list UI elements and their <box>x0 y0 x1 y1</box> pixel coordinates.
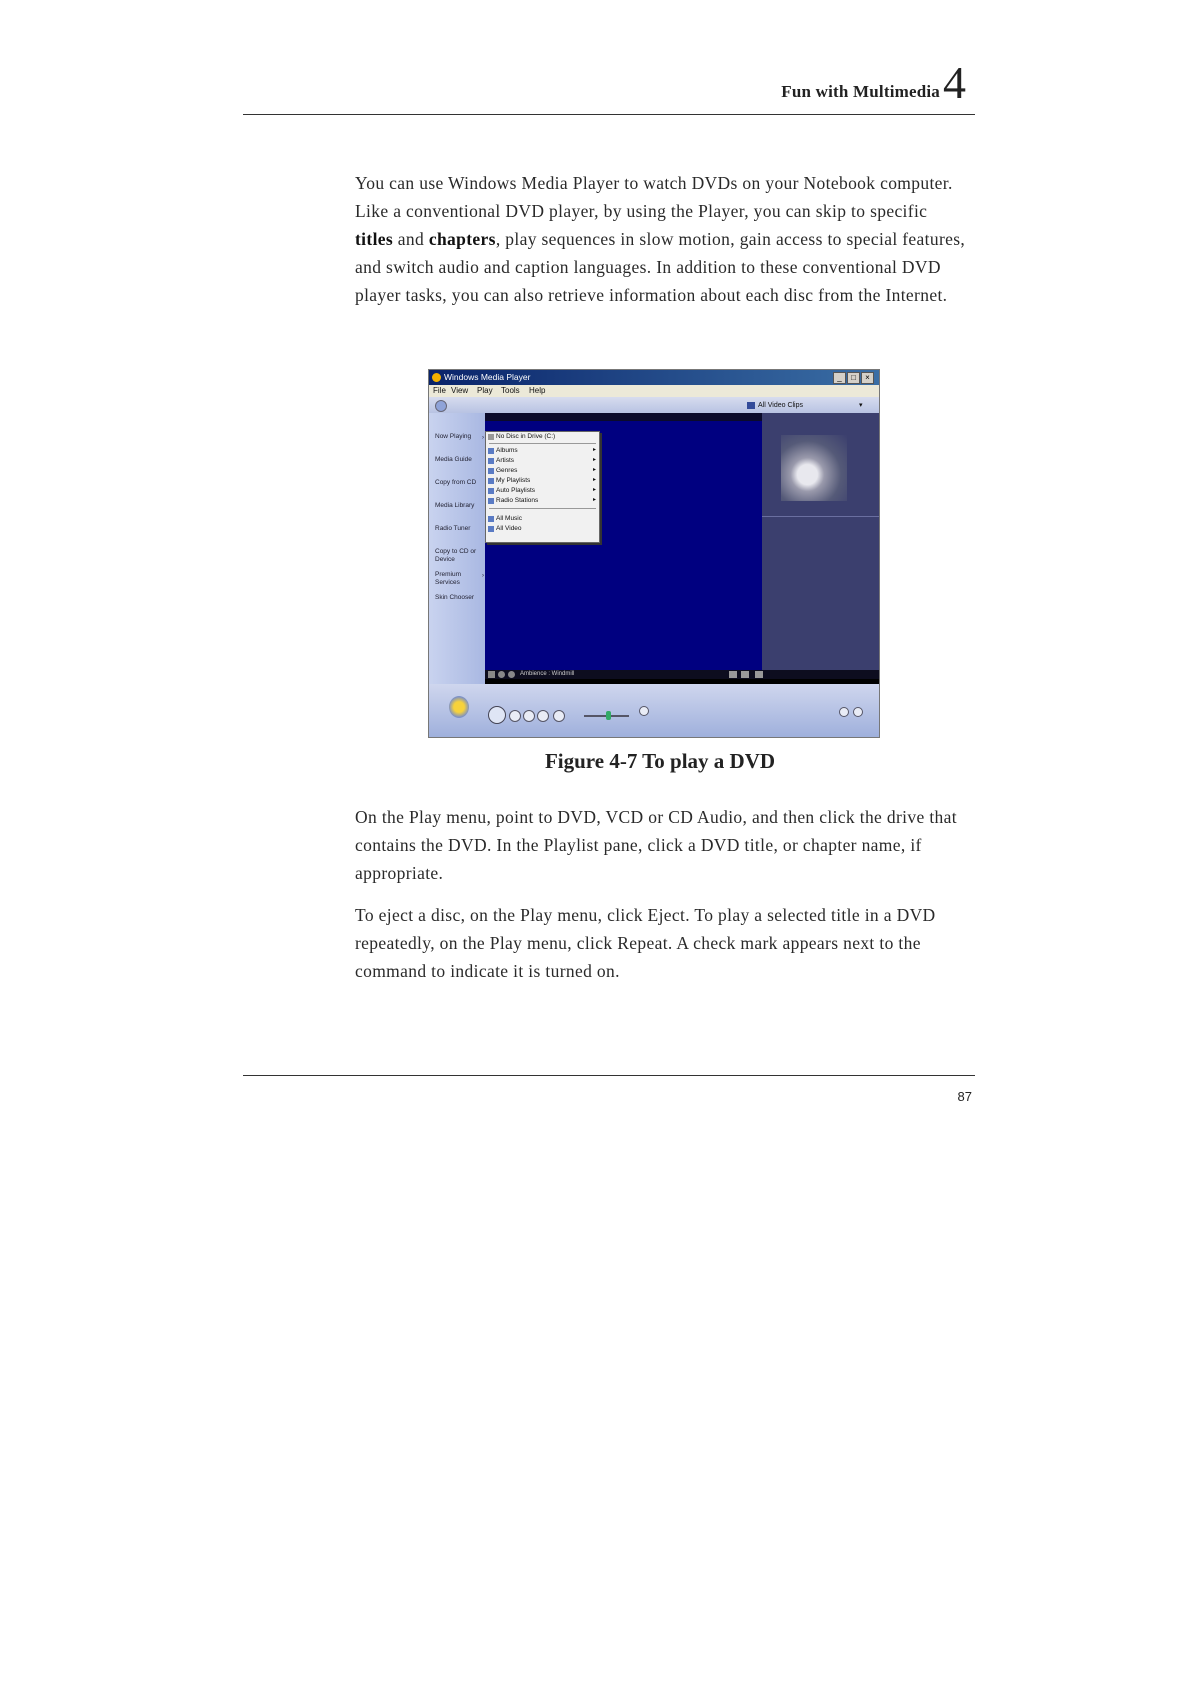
fullscreen-icon[interactable] <box>755 671 763 678</box>
play-popup-menu <box>485 431 600 543</box>
disc-icon <box>488 434 494 440</box>
menu-help[interactable]: Help <box>529 386 546 395</box>
header-rule <box>243 114 975 115</box>
chevron-right-icon: › <box>482 573 484 579</box>
popup-item-radio-stations[interactable]: Radio Stations <box>496 497 539 504</box>
popup-item-my-playlists[interactable]: My Playlists <box>496 477 531 484</box>
play-button[interactable] <box>488 706 506 724</box>
popup-item-all-video[interactable]: All Video <box>496 525 522 532</box>
nav-label: Skin Chooser <box>435 594 475 601</box>
albums-icon <box>488 448 494 454</box>
playlist-dropdown[interactable] <box>747 400 867 411</box>
close-button[interactable]: × <box>861 372 874 384</box>
popup-item-all-music[interactable]: All Music <box>496 515 523 522</box>
submenu-arrow-icon: ▸ <box>592 467 596 473</box>
media-player-icon <box>432 373 441 382</box>
visualization-icon[interactable] <box>498 671 505 678</box>
nav-label: Copy to CD or Device <box>435 548 477 563</box>
popup-item-artists[interactable]: Artists <box>496 457 515 464</box>
media-player-screenshot <box>428 369 880 738</box>
submenu-arrow-icon: ▸ <box>592 487 596 493</box>
footer-rule <box>243 1075 975 1076</box>
nav-copy-to-cd[interactable] <box>435 548 483 564</box>
nav-premium-services[interactable] <box>435 571 483 587</box>
playlist-divider <box>762 516 879 517</box>
nav-label: Premium Services <box>435 571 462 586</box>
page-number: 87 <box>957 1089 972 1104</box>
nav-radio-tuner[interactable] <box>435 525 483 533</box>
now-playing-status: Ambience : Windmill <box>520 671 575 677</box>
video-top-strip <box>485 413 762 421</box>
nav-label: Now Playing <box>435 433 472 440</box>
windows-logo-icon <box>449 696 469 718</box>
nav-label: Radio Tuner <box>435 525 471 532</box>
radio-stations-icon <box>488 498 494 504</box>
running-header-title: Fun with Multimedia <box>781 82 940 101</box>
volume-slider-knob[interactable] <box>606 711 611 720</box>
submenu-arrow-icon: ▸ <box>592 497 596 503</box>
status-bar <box>485 670 879 679</box>
back-icon[interactable] <box>435 400 447 412</box>
nav-label: Copy from CD <box>435 479 477 486</box>
auto-playlists-icon <box>488 488 494 494</box>
chevron-down-icon: ▾ <box>859 402 863 409</box>
stop-button[interactable] <box>509 710 521 722</box>
equalizer-icon[interactable] <box>729 671 737 678</box>
nav-media-guide[interactable] <box>435 456 483 464</box>
previous-button[interactable] <box>523 710 535 722</box>
menu-view[interactable]: View <box>451 386 469 395</box>
genres-icon <box>488 468 494 474</box>
menu-play[interactable]: Play <box>477 386 493 395</box>
menu-file[interactable]: File <box>433 386 446 395</box>
next-button[interactable] <box>537 710 549 722</box>
menu-tools[interactable]: Tools <box>501 386 520 395</box>
playlist-toggle-icon[interactable] <box>741 671 749 678</box>
nav-now-playing[interactable] <box>435 433 483 441</box>
submenu-arrow-icon: ▸ <box>592 447 596 453</box>
artists-icon <box>488 458 494 464</box>
popup-item-albums[interactable]: Albums <box>496 447 518 454</box>
window-titlebar <box>429 370 879 385</box>
menu-bar <box>429 385 879 397</box>
shuffle-icon[interactable] <box>488 671 495 678</box>
body-paragraph-3: To eject a disc, on the Play menu, click Eject. To play a selected title in a DVD repeatedly, on the Play menu, click Repeat. A check mark appears next to the command to indicate it is turned on. <box>355 905 936 981</box>
settings-icon[interactable] <box>639 706 649 716</box>
figure-caption: Figure 4-7 To play a DVD <box>544 749 776 773</box>
album-art-thumbnail <box>781 435 847 501</box>
popup-separator <box>489 508 596 509</box>
window-title: Windows Media Player <box>444 372 531 382</box>
maximize-button[interactable]: □ <box>847 372 860 384</box>
intro-paragraph <box>355 169 970 309</box>
intro-text-2: and <box>393 229 429 249</box>
skin-mode-icon[interactable] <box>853 707 863 717</box>
playlist-dropdown-label: All Video Clips <box>758 402 804 409</box>
intro-bold-titles: titles <box>355 229 394 249</box>
all-video-icon <box>488 526 494 532</box>
nav-label: Media Guide <box>435 456 472 463</box>
chapter-number: 4 <box>943 57 966 108</box>
body-paragraph-2: On the Play menu, point to DVD, VCD or CD Audio, and then click the drive that contains the DVD. In the Playlist pane, click a DVD title, or chapter name, if appropriate. <box>355 807 957 883</box>
playlists-icon <box>488 478 494 484</box>
minimize-button[interactable]: _ <box>833 372 846 384</box>
nav-copy-from-cd[interactable] <box>435 479 483 487</box>
playlist-icon <box>747 402 755 409</box>
intro-bold-chapters: chapters <box>428 229 496 249</box>
popup-separator <box>489 443 596 444</box>
nav-label: Media Library <box>435 502 475 509</box>
mini-player-icon[interactable] <box>839 707 849 717</box>
chevron-right-icon: › <box>482 435 484 441</box>
popup-item-auto-playlists[interactable]: Auto Playlists <box>496 487 536 494</box>
submenu-arrow-icon: ▸ <box>592 457 596 463</box>
nav-media-library[interactable] <box>435 502 483 510</box>
submenu-arrow-icon: ▸ <box>592 477 596 483</box>
all-music-icon <box>488 516 494 522</box>
mute-button[interactable] <box>553 710 565 722</box>
popup-item-no-disc[interactable]: No Disc in Drive (C:) <box>496 433 556 440</box>
intro-text-3: , play sequences in slow motion, gain access to special features, and switch audio and caption languages. In addition to these conventional DVD player tasks, you can also retrieve information about each disc from the Internet. <box>355 229 966 305</box>
intro-text-1: You can use Windows Media Player to watch DVDs on your Notebook computer. Like a conventional DVD player, by using the Player, you can skip to specific <box>355 173 953 221</box>
nav-skin-chooser[interactable] <box>435 594 483 602</box>
next-visualization-icon[interactable] <box>508 671 515 678</box>
popup-item-genres[interactable]: Genres <box>496 467 518 474</box>
